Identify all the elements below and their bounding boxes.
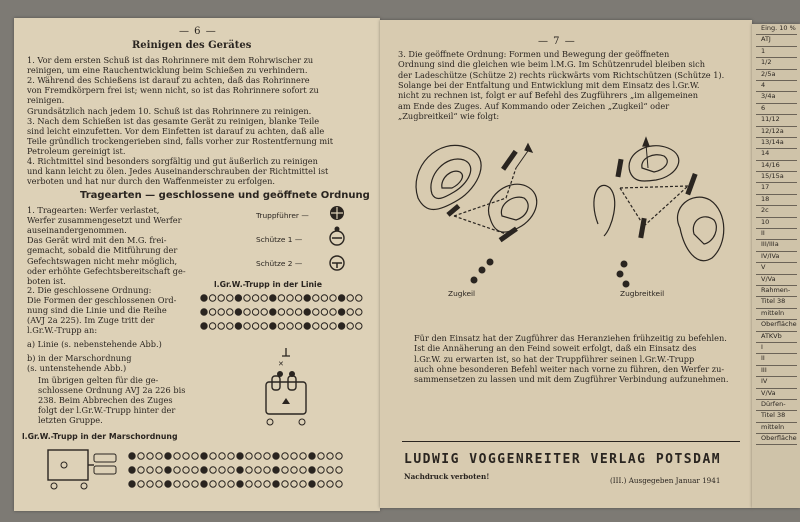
soldier-symbol: [291, 453, 297, 459]
table-cell: 6: [756, 104, 797, 115]
soldier-symbol: [318, 481, 324, 487]
table-cell: ATKVb: [756, 332, 797, 343]
schuetze-1-symbol: [330, 227, 344, 246]
table-cell: 17: [756, 183, 797, 194]
soldier-symbol: [138, 481, 144, 487]
soldier-symbol: [264, 481, 270, 487]
soldier-symbol: [327, 453, 333, 459]
soldier-symbol: [237, 481, 243, 487]
table-cell: Eing. 10 %: [756, 24, 797, 35]
soldier-symbol: [287, 295, 293, 301]
soldier-symbol: [209, 295, 215, 301]
soldier-symbol: [261, 309, 267, 315]
soldier-symbol: [201, 309, 207, 315]
soldier-symbol: [244, 323, 250, 329]
text-line: 3. Die geöffnete Ordnung: Formen und Bewegung der geöffneten: [398, 49, 670, 59]
soldier-symbol: [347, 323, 353, 329]
soldier-symbol: [156, 481, 162, 487]
soldier-symbol: [287, 309, 293, 315]
text-line: von Fremdkörpern frei ist; wenn nicht, so ist das Rohrinnere sofort zu: [27, 85, 319, 96]
table-cell: 12/12a: [756, 127, 797, 138]
text-line: l.Gr.W.-Trupp an:: [27, 325, 98, 336]
soldier-symbol: [313, 295, 319, 301]
text-line: sind leicht einzufetten. Vor dem Einfetten ist darauf zu achten, daß alle: [27, 125, 325, 136]
text-line: nicht zu rechnen ist, folgt er auf Befehl des Zugführers „im allgemeinen: [398, 90, 699, 101]
zugkeil-squads: [446, 150, 518, 284]
soldier-symbol: [338, 309, 344, 315]
soldier-symbol: [300, 453, 306, 459]
soldier-symbol: [313, 323, 319, 329]
table-cell: I: [756, 343, 797, 354]
soldier-symbol: [278, 309, 284, 315]
table-cell: 14/16: [756, 161, 797, 172]
soldier-symbol: [228, 467, 234, 473]
table-cell: Titel 38: [756, 297, 797, 308]
soldier-symbol: [347, 295, 353, 301]
soldier-symbol: [192, 453, 198, 459]
soldier-symbol: [237, 453, 243, 459]
soldier-symbol: [295, 295, 301, 301]
soldier-symbol: [255, 467, 261, 473]
soldier-symbol: [321, 323, 327, 329]
text-line: Ist die Annäherung an den Feind soweit erfolgt, daß ein Einsatz des: [414, 343, 697, 354]
text-line: Für den Einsatz hat der Zugführer das Heranziehen frühzeitig zu befehlen.: [414, 333, 727, 343]
table-cell: 18: [756, 195, 797, 206]
table-cell: Titel 38: [756, 411, 797, 422]
soldier-symbol: [313, 309, 319, 315]
soldier-symbol: [252, 323, 258, 329]
table-cell: 11/12: [756, 115, 797, 126]
soldier-symbol: [356, 309, 362, 315]
soldier-symbol: [156, 467, 162, 473]
soldier-symbol: [210, 467, 216, 473]
soldier-symbol: [129, 453, 135, 459]
soldier-symbol: [209, 309, 215, 315]
soldier-symbol: [336, 481, 342, 487]
table-cell: 4: [756, 81, 797, 92]
table-cell: 3/4a: [756, 92, 797, 103]
text-line: folgt der l.Gr.W.-Trupp hinter der: [38, 405, 176, 416]
schuetze-2-symbol: [330, 256, 344, 270]
zugkeil-figure: [416, 144, 537, 234]
soldier-symbol: [321, 295, 327, 301]
text-line: schlossene Ordnung AVJ 2a 226 bis: [38, 385, 186, 396]
soldier-symbol: [255, 453, 261, 459]
text-line: reinigen.: [27, 95, 65, 106]
table-cell: 2/5a: [756, 70, 797, 81]
table-cell: Oberfläche: [756, 320, 797, 331]
soldier-symbol: [219, 453, 225, 459]
third-page-edge: [752, 24, 800, 508]
soldier-symbol: [183, 467, 189, 473]
text-line: auseinandergenommen.: [27, 225, 127, 236]
soldier-symbol: [147, 453, 153, 459]
text-line: nung sind die Linie und die Reihe: [27, 305, 167, 316]
soldier-symbol: [309, 481, 315, 487]
soldier-symbol: [235, 295, 241, 301]
soldier-symbol: [278, 295, 284, 301]
zugbreitkeil-label: Zugbreitkeil: [620, 289, 665, 298]
left-page: [14, 18, 380, 511]
table-cell: V: [756, 263, 797, 274]
text-line: Petroleum gereinigt ist.: [27, 145, 126, 156]
soldier-symbol: [218, 323, 224, 329]
text-line: auch ohne besonderen Befehl weiter nach vorne zu führen, den Werfer zu-: [414, 363, 725, 374]
soldier-symbol: [201, 467, 207, 473]
soldier-symbol: [209, 323, 215, 329]
soldier-symbol: [138, 453, 144, 459]
text-line: „Zugbreitkeil“ wie folgt:: [398, 110, 500, 121]
zugbreitkeil-figure: [594, 138, 724, 261]
table-cell: II: [756, 229, 797, 240]
text-line: Grundsätzlich nach jedem 10. Schuß ist das Rohrinnere zu reinigen.: [27, 105, 312, 116]
table-cell: V/Va: [756, 275, 797, 286]
soldier-symbol: [304, 295, 310, 301]
soldier-symbol: [156, 453, 162, 459]
soldier-symbol: [174, 453, 180, 459]
soldier-symbol: [273, 467, 279, 473]
soldier-symbol: [330, 309, 336, 315]
text-line: boten ist.: [27, 275, 66, 286]
table-cell: II: [756, 354, 797, 365]
text-line: (AVJ 2a 225). Im Zuge tritt der: [27, 315, 155, 326]
table-cell: V/Va: [756, 389, 797, 400]
soldier-symbol: [327, 467, 333, 473]
soldier-symbol: [219, 467, 225, 473]
text-line: 1. Tragearten: Werfer verlastet,: [27, 205, 160, 215]
soldier-symbol: [228, 481, 234, 487]
soldier-symbol: [270, 309, 276, 315]
text-line: am Ende des Zuges. Auf Kommando oder Zeichen „Zugkeil“ oder: [398, 100, 670, 111]
soldier-symbol: [210, 481, 216, 487]
text-line: 3. Nach dem Schießen ist das gesamte Gerät zu reinigen, blanke Teile: [27, 115, 320, 126]
text-line: reinigen, um eine Rauchentwicklung beim Schießen zu verhindern.: [27, 65, 308, 76]
soldier-symbol: [330, 295, 336, 301]
table-cell: 2c: [756, 206, 797, 217]
table-cell: IV: [756, 377, 797, 388]
soldier-symbol: [147, 467, 153, 473]
soldier-symbol: [321, 309, 327, 315]
text-line: 238. Beim Abbrechen des Zuges: [38, 395, 173, 406]
soldier-symbol: [192, 467, 198, 473]
text-line: 4. Richtmittel sind besonders sorgfältig und gut äußerlich zu reinigen: [27, 156, 318, 166]
soldier-symbol: [228, 453, 234, 459]
soldier-symbol: [227, 295, 233, 301]
edition-note: (III.) Ausgegeben Januar 1941: [610, 476, 721, 485]
text-line: Im übrigen gelten für die ge-: [38, 375, 159, 385]
soldier-symbol: [273, 453, 279, 459]
soldier-symbol: [129, 481, 135, 487]
soldier-symbol: [330, 323, 336, 329]
soldier-symbol: [244, 309, 250, 315]
mortar-squad-figure: [266, 348, 306, 425]
text-line: sammensetzen zu lassen und mit dem Zugführer Verbindung aufzunehmen.: [414, 374, 729, 385]
soldier-symbol: [347, 309, 353, 315]
soldier-symbol: [291, 481, 297, 487]
soldier-symbol: [218, 295, 224, 301]
soldier-symbol: [282, 481, 288, 487]
footer-rule: [402, 441, 740, 442]
soldier-symbol: [295, 309, 301, 315]
table-cell: Rahmen-: [756, 286, 797, 297]
soldier-symbol: [336, 467, 342, 473]
table-cell: Oberfläche: [756, 434, 797, 445]
soldier-symbol: [201, 323, 207, 329]
table-cell: 14: [756, 149, 797, 160]
zugkeil-label: Zugkeil: [448, 289, 476, 298]
text-line: 1. Vor dem ersten Schuß ist das Rohrinnere mit dem Rohrwischer zu: [27, 55, 314, 65]
soldier-symbol: [201, 481, 207, 487]
text-line: verboten und hat nur durch den Waffenmeister zu erfolgen.: [27, 176, 276, 187]
soldier-symbol: [270, 295, 276, 301]
section-title-tragearten: Tragearten — geschlossene und geöffnete Ordnung: [80, 190, 370, 201]
soldier-symbol: [201, 453, 207, 459]
table-cell: III: [756, 366, 797, 377]
soldier-symbol: [183, 481, 189, 487]
soldier-symbol: [338, 323, 344, 329]
text-line: 2. Die geschlossene Ordnung:: [27, 285, 152, 295]
table-cell: IV/IVa: [756, 252, 797, 263]
page-number: — 6 —: [179, 26, 217, 37]
section-title-cleaning: Reinigen des Gerätes: [132, 40, 252, 51]
soldier-symbol: [183, 453, 189, 459]
text-line: der Ladeschütze (Schütze 2) rechts rückwärts vom Richtschützen (Schütze 1).: [398, 69, 725, 80]
soldier-symbol: [210, 453, 216, 459]
march-formation-caption: l.Gr.W.-Trupp in der Marschordnung: [22, 432, 178, 441]
table-cell: 15/15a: [756, 172, 797, 183]
soldier-symbol: [138, 467, 144, 473]
legend-truppfuehrer: Truppführer —: [256, 211, 309, 220]
soldier-symbol: [192, 481, 198, 487]
page-number: — 7 —: [538, 36, 576, 47]
table-cell: III/IIIa: [756, 240, 797, 251]
soldier-symbol: [235, 309, 241, 315]
soldier-symbol: [261, 323, 267, 329]
soldier-symbol: [304, 309, 310, 315]
table-cell: mitteln: [756, 309, 797, 320]
text-line: oder erhöhte Gefechtsbereitschaft ge-: [27, 265, 186, 276]
reference-table: [756, 24, 797, 445]
soldier-symbol: [273, 481, 279, 487]
soldier-symbol: [219, 481, 225, 487]
soldier-symbol: [264, 467, 270, 473]
soldier-symbol: [300, 481, 306, 487]
zugbreitkeil-squads: [615, 159, 697, 288]
svg-text:✕: ✕: [278, 360, 284, 368]
soldier-symbol: [235, 323, 241, 329]
soldier-symbol: [201, 295, 207, 301]
text-line: Die Formen der geschlossenen Ord-: [27, 295, 177, 306]
soldier-symbol: [129, 467, 135, 473]
text-line: Teile gründlich trockengerieben sind, falls vorher zur Rostentfernung mit: [27, 135, 334, 146]
line-formation-caption: l.Gr.W.-Trupp in der Linie: [214, 280, 322, 289]
soldier-symbol: [261, 295, 267, 301]
soldier-symbol: [291, 467, 297, 473]
march-formation-figure: [28, 446, 358, 506]
soldier-symbol: [165, 481, 171, 487]
text-line: Solange bei der Entfaltung und Entwicklung mit dem Einsatz des l.Gr.W.: [398, 79, 700, 90]
list-item-a: a) Linie (s. nebenstehende Abb.): [27, 339, 162, 349]
soldier-symbol: [318, 467, 324, 473]
soldier-symbol: [278, 323, 284, 329]
soldier-symbol: [218, 309, 224, 315]
text-line: Ordnung sind die gleichen wie beim l.M.G. Im Schützenrudel bleiben sich: [398, 59, 706, 70]
table-cell: ATJ: [756, 35, 797, 46]
soldier-symbol: [264, 453, 270, 459]
soldier-symbol: [227, 309, 233, 315]
soldier-symbol: [227, 323, 233, 329]
soldier-symbol: [295, 323, 301, 329]
soldier-symbol: [246, 481, 252, 487]
line-formation-figure: [200, 292, 370, 432]
table-cell: 1: [756, 47, 797, 58]
soldier-symbol: [338, 295, 344, 301]
text-line: Gefechtswagen nicht mehr möglich,: [27, 255, 178, 266]
soldier-symbol: [318, 453, 324, 459]
soldier-symbol: [309, 467, 315, 473]
soldier-symbol: [165, 467, 171, 473]
soldier-symbol: [147, 481, 153, 487]
soldier-symbol: [252, 295, 258, 301]
text-line: und kann leicht zu ölen. Jedes Auseinanderschrauben der Richtmittel ist: [27, 166, 329, 177]
soldier-symbol: [287, 323, 293, 329]
soldier-symbol: [356, 295, 362, 301]
list-item-b-1: b) in der Marschordnung: [27, 353, 132, 363]
soldier-symbol: [309, 453, 315, 459]
legend-symbols: [326, 204, 348, 278]
soldier-symbol: [174, 467, 180, 473]
legend-schuetze-1: Schütze 1 —: [256, 235, 303, 244]
table-cell: 13/14a: [756, 138, 797, 149]
soldier-symbol: [174, 481, 180, 487]
list-item-b-2: (s. untenstehende Abb.): [27, 363, 127, 373]
table-cell: mitteln: [756, 423, 797, 434]
soldier-symbol: [246, 467, 252, 473]
truppfuehrer-symbol: [330, 206, 344, 220]
soldier-symbol: [304, 323, 310, 329]
soldier-symbol: [282, 467, 288, 473]
text-line: Werfer zusammengesetzt und Werfer: [27, 215, 182, 226]
soldier-symbol: [244, 295, 250, 301]
text-line: 2. Während des Schießens ist darauf zu achten, daß das Rohrinnere: [27, 75, 310, 86]
legend-schuetze-2: Schütze 2 —: [256, 259, 303, 268]
soldier-symbol: [237, 467, 243, 473]
table-cell: 10: [756, 218, 797, 229]
text-line: l.Gr.W. zu erwarten ist, so hat der Truppführer seinen l.Gr.W.-Trupp: [414, 353, 695, 364]
soldier-symbol: [300, 467, 306, 473]
soldier-symbol: [270, 323, 276, 329]
text-line: gemacht, sobald die Mitführung der: [27, 245, 178, 256]
soldier-symbol: [336, 453, 342, 459]
soldier-symbol: [327, 481, 333, 487]
soldier-symbol: [246, 453, 252, 459]
text-line: letzten Gruppe.: [38, 415, 103, 426]
formation-diagram: [398, 128, 748, 308]
soldier-symbol: [255, 481, 261, 487]
soldier-symbol: [356, 323, 362, 329]
soldier-symbol: [282, 453, 288, 459]
table-cell: Dürfen-: [756, 400, 797, 411]
publisher-name: LUDWIG VOGGENREITER VERLAG POTSDAM: [404, 452, 722, 467]
table-cell: 1/2: [756, 58, 797, 69]
soldier-symbol: [165, 453, 171, 459]
soldier-symbol: [252, 309, 258, 315]
text-line: Das Gerät wird mit den M.G. frei-: [27, 235, 167, 246]
right-page: [380, 20, 752, 508]
reprint-notice: Nachdruck verboten!: [404, 472, 490, 481]
